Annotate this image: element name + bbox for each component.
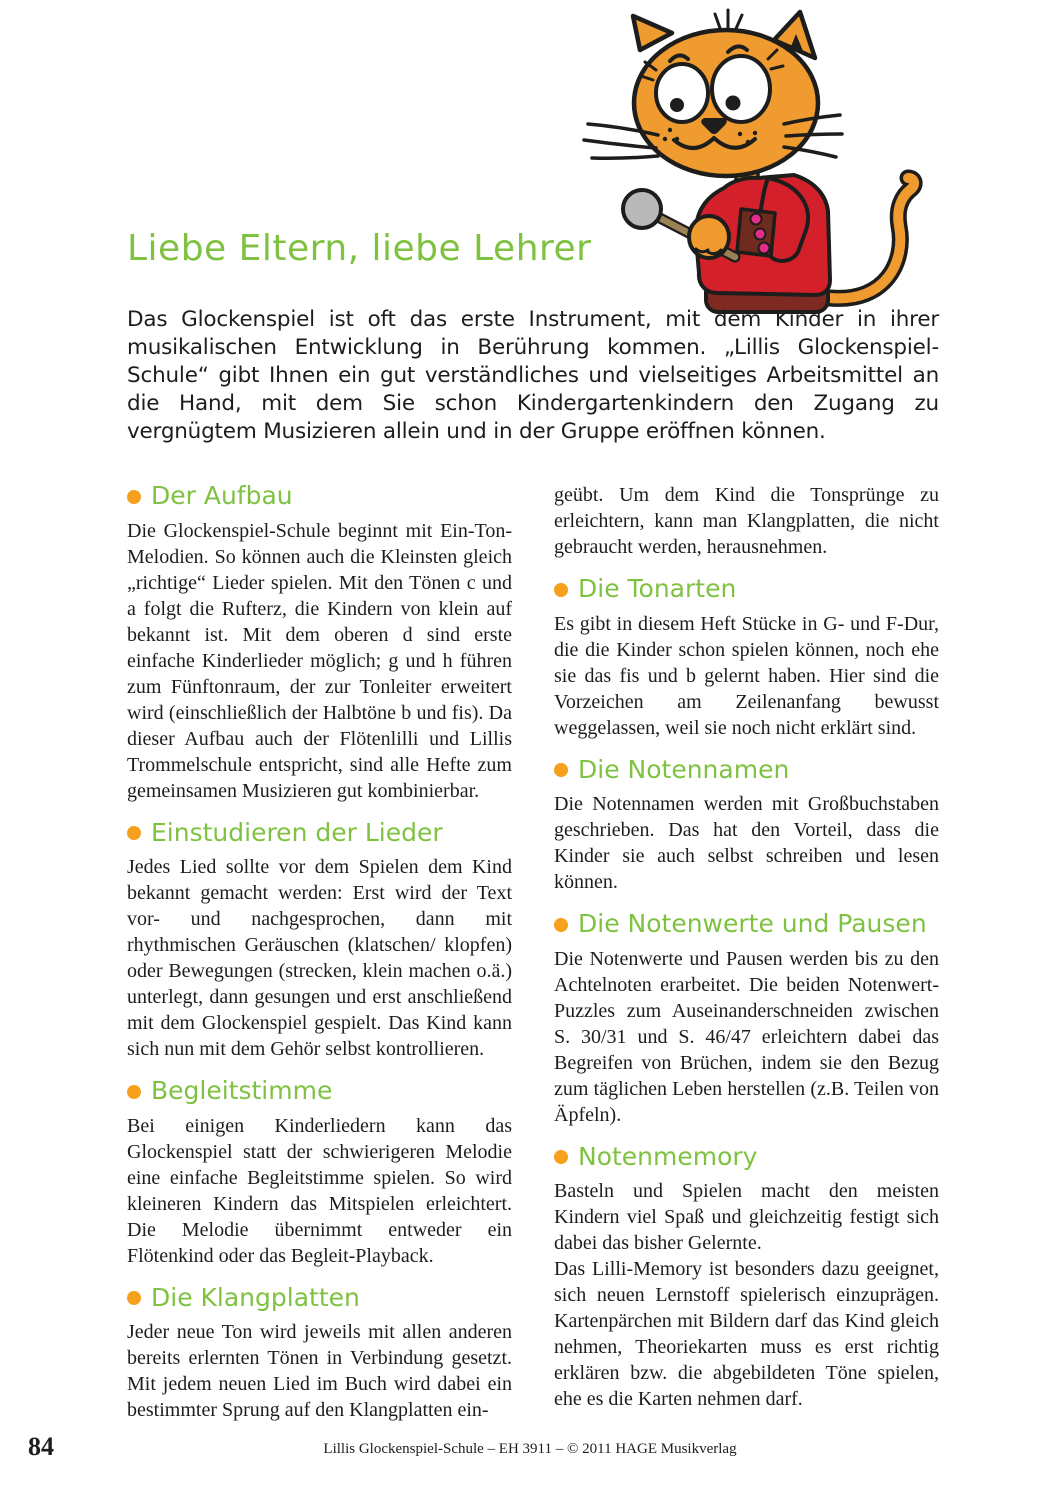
section-heading [127, 819, 512, 847]
section-heading-label: Die Notenwerte und Pausen [578, 909, 927, 938]
section-heading [554, 1143, 939, 1171]
section-paragraph: Es gibt in diesem Heft Stücke in G- und F-Dur, die die Kinder schon spielen können, noch ehe sie das fis und b gelernt haben. Hier sind die Vorzeichen am Zeilenanfang bewusst weggelassen, weil sie noch nicht erklärt sind. [554, 612, 939, 739]
page-title: Liebe Eltern, liebe Lehrer [127, 228, 592, 269]
footer-credit: Lillis Glockenspiel-Schule – EH 3911 – © 2011 HAGE Musikverlag [323, 1441, 737, 1457]
section-heading [127, 482, 512, 510]
section-die-notennamen [554, 756, 939, 896]
section-paragraph: Die Notenwerte und Pausen werden bis zu den Achtelnoten erarbeitet. Die beiden Notenwert-Puzzles zum Auseinanderschneiden zwischen S. 30/31 und S. 46/47 erleichtern dabei das Begreifen von Brüchen, indem sie den Bezug zum täglichen Leben herstellen (z.B. Teilen von Äpfeln). [554, 947, 939, 1126]
section-heading [554, 575, 939, 603]
section-heading-label: Begleitstimme [151, 1076, 333, 1105]
section-begleitstimme [127, 1077, 512, 1269]
section-paragraph: Jedes Lied sollte vor dem Spielen dem Kind bekannt gemacht werden: Erst wird der Text vor- und nachgesprochen, dann mit rhythmischen Geräuschen (klatschen/ klopfen) oder Bewegungen (strecken, klein machen o.ä.) unterlegt, dann gesungen und erst anschließend mit dem Glockenspiel gespielt. Das Kind kann sich nun mit dem Gehör selbst kontrollieren. [127, 856, 512, 1060]
lilli-cat-with-mallet-icon [578, 6, 960, 316]
bullet-icon [554, 583, 568, 597]
section-heading-label: Die Tonarten [578, 574, 737, 603]
bullet-icon [127, 1291, 141, 1305]
section-notenmemory [554, 1143, 939, 1413]
section-heading-label: Die Notennamen [578, 754, 790, 784]
left-column [127, 482, 512, 1423]
section-einstudieren-der-lieder [127, 819, 512, 1063]
section-der-aufbau [127, 482, 512, 804]
section-die-tonarten [554, 575, 939, 741]
section-heading [554, 910, 939, 938]
section-heading [554, 756, 939, 784]
two-column-layout [127, 482, 939, 1423]
right-column [554, 482, 939, 1423]
page-number: 84 [28, 1432, 54, 1461]
bullet-icon [554, 763, 568, 777]
section-heading-label: Notenmemory [578, 1141, 758, 1171]
section-paragraph: Basteln und Spielen macht den meisten Kindern viel Spaß und gleichzeitig festigt sich dabei das bisher Gelernte. [554, 1180, 939, 1254]
section-paragraph: Bei einigen Kinderliedern kann das Glockenspiel statt der schwierigeren Melodie eine einfache Begleitstimme spielen. So wird kleineren Kindern das Mitspielen erleichtert. Die Melodie übernimmt entweder ein Flötenkind oder das Begleit-Playback. [127, 1114, 512, 1267]
bullet-icon [127, 490, 141, 504]
section-paragraph: Die Notennamen werden mit Großbuchstaben geschrieben. Das hat den Vorteil, dass die Kinder sie auch selbst schreiben und lesen können. [554, 793, 939, 893]
section-heading [127, 1077, 512, 1105]
section-heading-label: Der Aufbau [151, 481, 293, 510]
section-paragraph: Die Glockenspiel-Schule beginnt mit Ein-Ton-Melodien. So können auch die Kleinsten gleich „richtige“ Lieder spielen. Mit den Tönen c und a folgt die Rufterz, die Kindern von klein auf bekannt ist. Mit dem oberen d sind erste einfache Kinderlieder möglich; g und h führen zum Fünftonraum, der zur Tonleiter erweitert wird (einschließlich der Halbtöne b und fis). Da dieser Aufbau auch der Flötenlilli und Lillis Trommelschule entspricht, sind alle Hefte zum gemeinsamen Musizieren gut kombinierbar. [127, 519, 512, 802]
section-paragraph: Jeder neue Ton wird jeweils mit allen anderen bereits erlernten Tönen in Verbindung gesetzt. Mit jedem neuen Lied im Buch wird dabei ein bestimmter Sprung auf den Klangplatten ein- [127, 1321, 512, 1421]
section-paragraph: Das Lilli-Memory ist besonders dazu geeignet, sich neuen Lernstoff spielerisch einzuprägen. Kartenpärchen mit Bildern darf das Kind gleich nehmen, Theoriekarten muss es erst richtig erklären bzw. die abgebildeten Töne spielen, ehe es die Karten nehmen darf. [554, 1258, 939, 1410]
intro-paragraph: Das Glockenspiel ist oft das erste Instrument, mit dem Kinder in ihrer musikalischen Entwicklung in Berührung kommen. „Lillis Glockenspiel-Schule“ gibt Ihnen ein gut verständliches und vielseitiges Arbeitsmittel an die Hand, mit dem Sie schon Kindergartenkindern den Zugang zu vergnügtem Musizieren allein und in der Gruppe eröffnen können. [127, 307, 939, 444]
section-heading-label: Die Klangplatten [151, 1282, 360, 1312]
bullet-icon [554, 1150, 568, 1164]
section-die-notenwerte-und-pausen [554, 910, 939, 1128]
bullet-icon [127, 826, 141, 840]
section-heading-label: Einstudieren der Lieder [151, 817, 443, 847]
section-die-klangplatten [127, 1284, 512, 1424]
bullet-icon [127, 1085, 141, 1099]
bullet-icon [554, 918, 568, 932]
klangplatten-continuation-paragraph: geübt. Um dem Kind die Tonsprünge zu erleichtern, kann man Klangplatten, die nicht gebraucht werden, herausnehmen. [554, 484, 939, 558]
section-heading [127, 1284, 512, 1312]
